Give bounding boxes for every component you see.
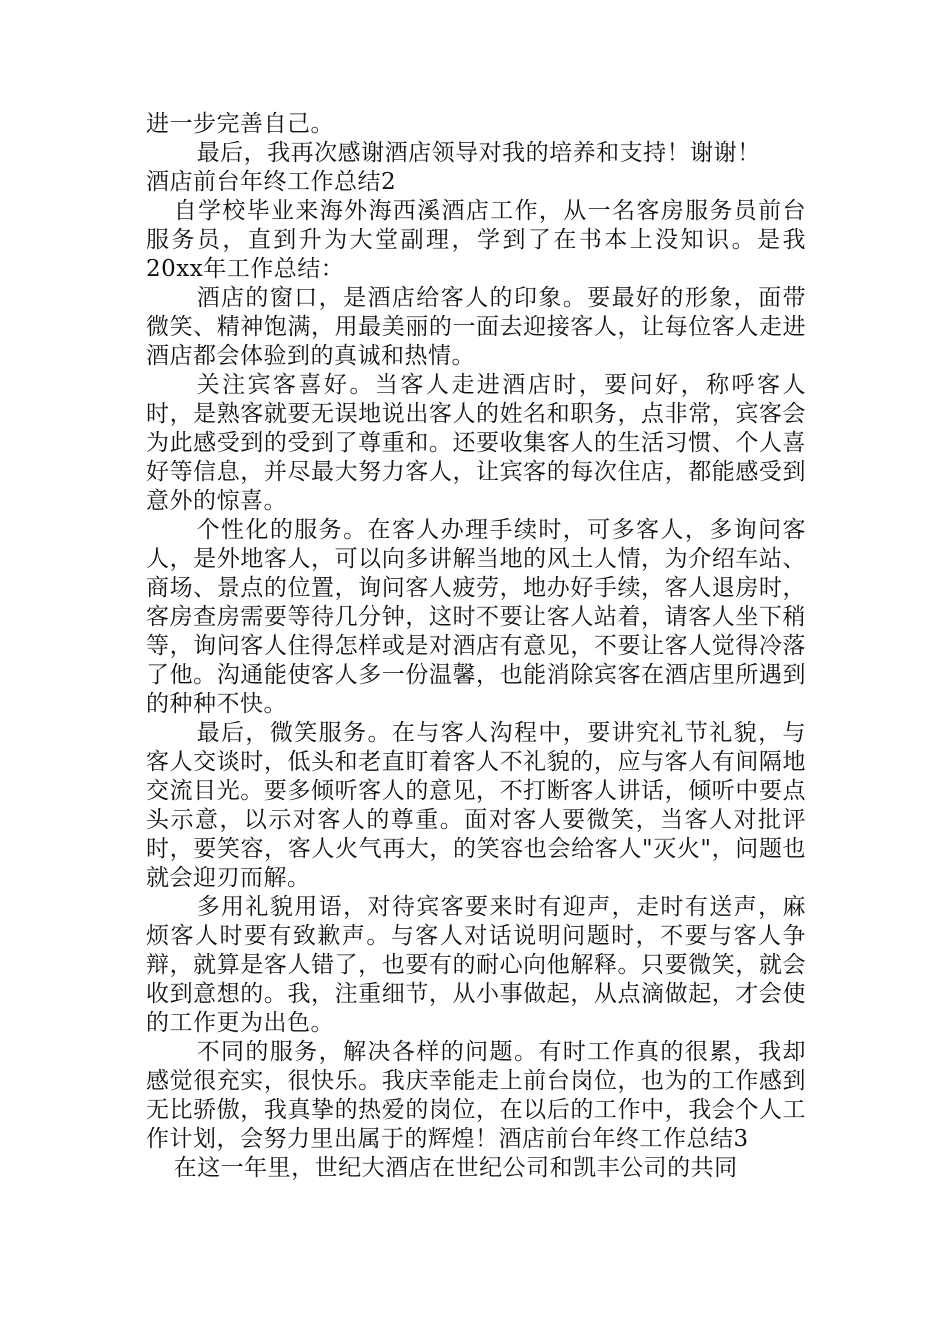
paragraph-intro: 自学校毕业来海外海西溪酒店工作，从一名客房服务员前台服务员，直到升为大堂副理，学到了在书本上没知识。是我20xx年工作总结： (146, 198, 806, 282)
paragraph-window: 酒店的窗口，是酒店给客人的印象。要最好的形象，面带微笑、精神饱满，用最美丽的一面去迎接客人，让每位客人走进酒店都会体验到的真诚和热情。 (146, 285, 806, 369)
paragraph-section-3-start: 在这一年里，世纪大酒店在世纪公司和凯丰公司的共同 (173, 1155, 738, 1181)
paragraph-different-service: 不同的服务，解决各样的问题。有时工作真的很累，我却感觉很充实，很快乐。我庆幸能走上前台岗位，也为的工作感到无比骄傲，我真挚的热爱的岗位，在以后的工作中，我会个人工作计划，会努力里出属于的辉煌！酒店前台年终工作总结3 (146, 1039, 806, 1152)
paragraph-personalized-service: 个性化的服务。在客人办理手续时，可多客人，多询问客人，是外地客人，可以向多讲解当地的风土人情，为介绍车站、商场、景点的位置，询问客人疲劳，地办好手续，客人退房时，客房查房需要等待几分钟，这时不要让客人站着，请客人坐下稍等，询问客人住得怎样或是对酒店有意见，不要让客人觉得冷落了他。沟通能使客人多一份温馨，也能消除宾客在酒店里所遇到的种种不快。 (146, 517, 806, 717)
paragraph-preferences: 关注宾客喜好。当客人走进酒店时，要问好，称呼客人时，是熟客就要无误地说出客人的姓名和职务，点非常，宾客会为此感受到的受到了尊重和。还要收集客人的生活习惯、个人喜好等信息，并尽最大努力客人，让宾客的每次住店，都能感受到意外的惊喜。 (146, 372, 806, 514)
section-heading-2: 酒店前台年终工作总结2 (146, 169, 397, 195)
paragraph-polite-language: 多用礼貌用语，对待宾客要来时有迎声，走时有送声，麻烦客人时要有致歉声。与客人对话说明问题时，不要与客人争辩，就算是客人错了，也要有的耐心向他解释。只要微笑，就会收到意想的。我，注重细节，从小事做起，从点滴做起，才会使的工作更为出色。 (146, 894, 806, 1036)
paragraph-thanks: 最后，我再次感谢酒店领导对我的培养和支持！谢谢！ (196, 140, 761, 166)
document-page (146, 110, 806, 1183)
paragraph-continuation: 进一步完善自己。 (146, 111, 334, 137)
paragraph-smile-service: 最后，微笑服务。在与客人沟程中，要讲究礼节礼貌，与客人交谈时，低头和老直盯着客人不礼貌的，应与客人有间隔地交流目光。要多倾听客人的意见，不打断客人讲话，倾听中要点头示意，以示对客人的尊重。面对客人要微笑，当客人对批评时，要笑容，客人火气再大，的笑容也会给客人"灭火"，问题也就会迎刃而解。 (146, 720, 806, 891)
